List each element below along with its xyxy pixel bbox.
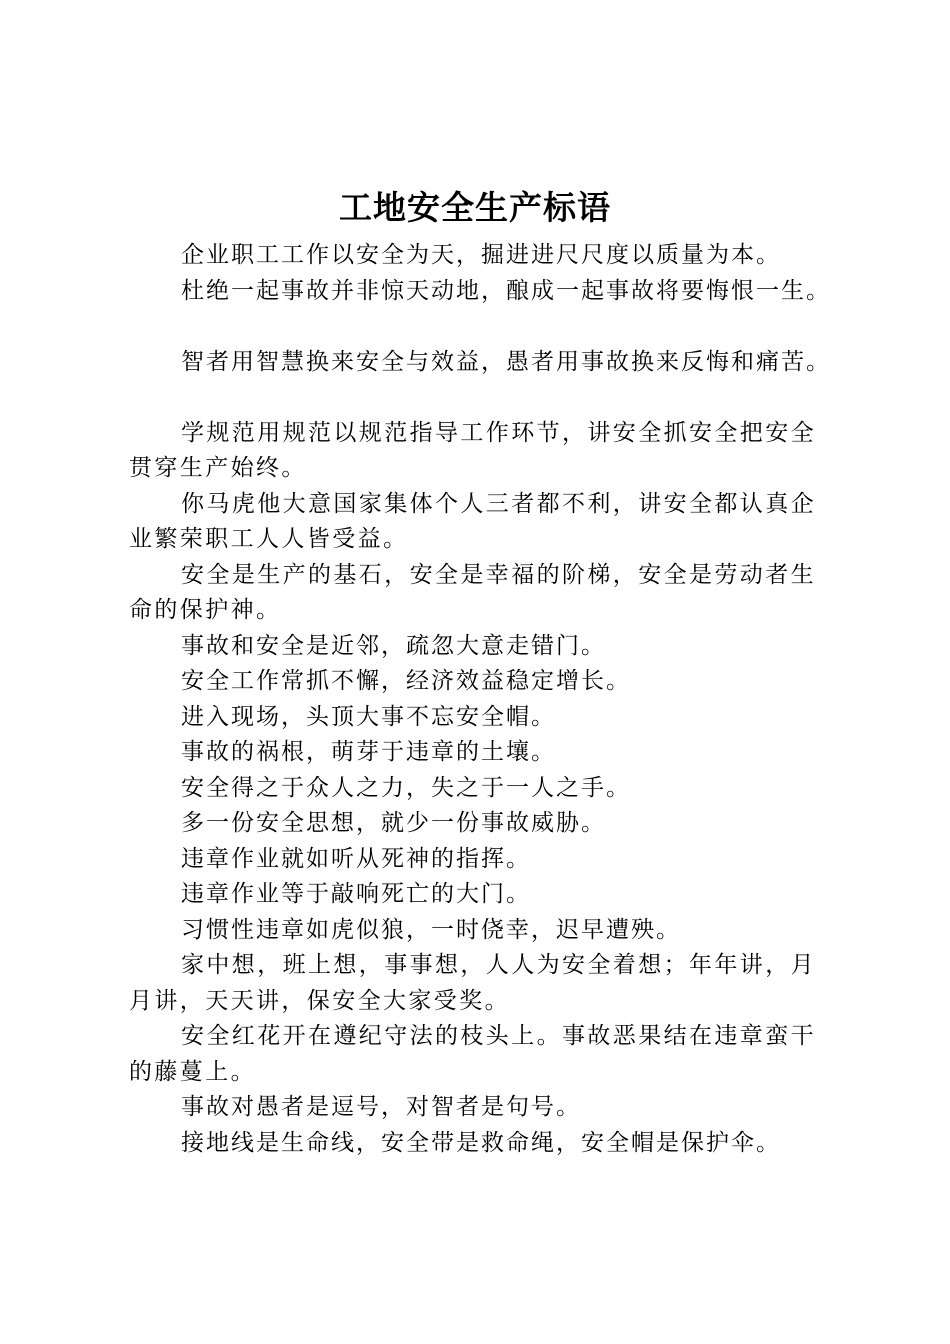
document-body: [129, 238, 841, 1161]
slogan-paragraph: 习惯性违章如虎似狼，一时侥幸，迟早遭殃。: [181, 916, 681, 943]
slogan-paragraph: 接地线是生命线，安全带是救命绳，安全帽是保护伞。: [181, 1129, 781, 1156]
slogan-paragraph: 安全是生产的基石，安全是幸福的阶梯，安全是劳动者生命的保护神。: [129, 561, 816, 623]
slogan-paragraph: 多一份安全思想，就少一份事故威胁。: [181, 810, 606, 836]
slogan-paragraph: 安全得之于众人之力，失之于一人之手。: [181, 774, 631, 801]
slogan-paragraph: 违章作业等于敲响死亡的大门。: [181, 881, 531, 907]
slogan-paragraph: 杜绝一起事故并非惊天动地，酿成一起事故将要悔恨一生。: [181, 277, 831, 304]
slogan-paragraph: 企业职工工作以安全为天，掘进进尺尺度以质量为本。: [181, 242, 781, 268]
slogan-paragraph: 你马虎他大意国家集体个人三者都不利，讲安全都认真企业繁荣职工人人皆受益。: [129, 490, 816, 552]
slogan-paragraph: 家中想，班上想，事事想，人人为安全着想；年年讲，月月讲，天天讲，保安全大家受奖。: [129, 952, 816, 1014]
slogan-paragraph: 事故的祸根，萌芽于违章的土壤。: [181, 739, 556, 765]
slogan-paragraph: 事故对愚者是逗号，对智者是句号。: [181, 1094, 581, 1120]
slogan-paragraph: 安全红花开在遵纪守法的枝头上。事故恶果结在违章蛮干的藤蔓上。: [129, 1023, 816, 1085]
slogan-paragraph: 事故和安全是近邻，疏忽大意走错门。: [181, 632, 606, 659]
slogan-paragraph: 违章作业就如听从死神的指挥。: [181, 845, 531, 872]
slogan-paragraph: 进入现场，头顶大事不忘安全帽。: [181, 703, 556, 730]
slogan-paragraph: 安全工作常抓不懈，经济效益稳定增长。: [181, 668, 631, 694]
document-title: 工地安全生产标语: [339, 188, 611, 227]
slogan-paragraph: 学规范用规范以规范指导工作环节，讲安全抓安全把安全贯穿生产始终。: [129, 419, 816, 481]
slogan-paragraph: 智者用智慧换来安全与效益，愚者用事故换来反悔和痛苦。: [181, 348, 831, 375]
